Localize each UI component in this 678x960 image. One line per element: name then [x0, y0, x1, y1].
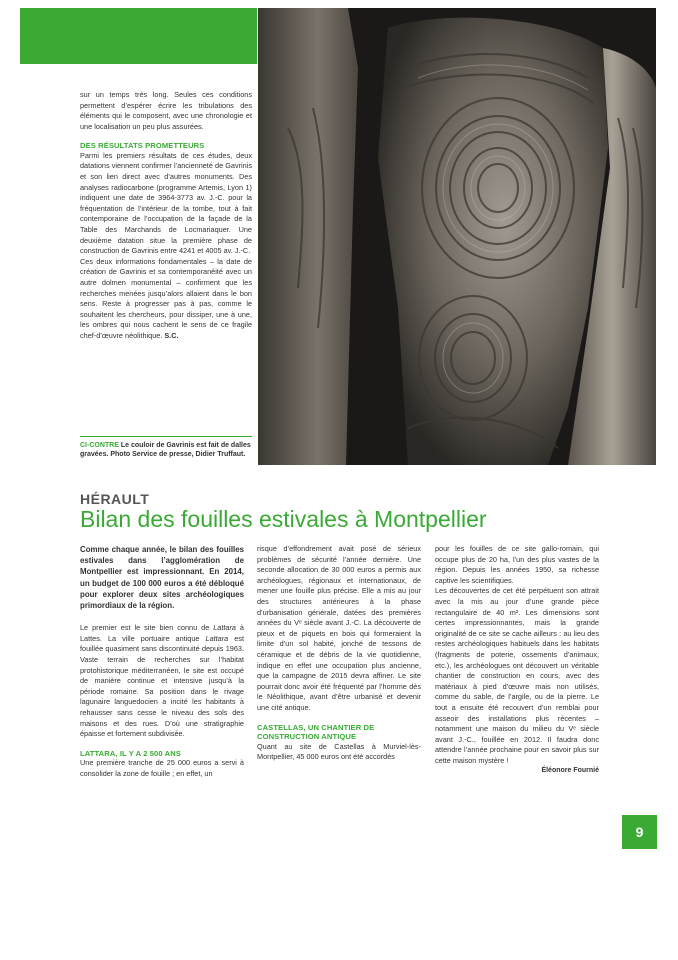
paragraph: risque d’effondrement avait posé de sérieux problèmes de sécurité l’année dernière. Une seconde allocation de 30 000 euros a permis aux archéologues, régionaux et internationaux, de mener une fouille plus précise. Elle a mis au jour des structures antérieures à la phase d’urbanisation générale, datées des premières années du Vᵉ siècle avant J.-C. La découverte de pieux et de piquets en bois qui formeraient la limite d’un sol habité, jonché de tessons de céramique et de débris de la vie quotidienne, indique en effet une occupation plus ancienne, que la campagne de 2015 devra affiner. Le site pourrait donc avoir été fréquenté par l’homme dès le Néolithique, avant d’être urbanisé et devenir une cité antique.	[257, 544, 421, 712]
article-column-3	[435, 544, 599, 777]
gavrinis-corridor-photo	[258, 8, 656, 465]
top-left-column	[80, 90, 252, 342]
page-number: 9	[622, 815, 657, 849]
paragraph: Le premier est le site bien connu de Lattara à Lattes. La ville portuaire antique Lattara est fouillée quasiment sans discontinuité depuis 1963. Vaste terrain de recherches sur l’habitat protohistorique méditerranéen, le site est occupé de manière continue et intensive jusqu’à la période romaine. Sa position dans le rivage lagunaire languedocien a incité les habitants à rehausser sans cesse le niveau des sols des maisons et des rues. D’où une stratigraphie épaisse et fortement subdivisée.	[80, 623, 245, 739]
section-heading: DES RÉSULTATS PROMETTEURS	[80, 141, 205, 151]
author-initials: S.C.	[164, 330, 179, 340]
paragraph: Ces deux informations fondamentales – la date de création de Gavrinis et sa contemporanéité avec un autre dolmen monumental – confirment que les recherches menées jusqu’alors allaient dans le bon sens. Reste à progresser pas à pas, comme le souhaitent les chercheurs, pour dissiper, une à une, les ombres qui nous cachent le sens de ce fragile chef-d’œuvre néolithique. S.C.	[80, 256, 252, 340]
paragraph: Quant au site de Castellas à Murviel-lès-Montpellier, 45 000 euros ont été accordés	[257, 741, 421, 762]
paragraph: Une première tranche de 25 000 euros a servi à consolider la zone de fouille ; en effet, un	[80, 758, 244, 778]
section-heading: LATTARA, IL Y A 2 500 ANS	[80, 748, 181, 758]
caption-text: Le couloir de Gavrinis est fait de dalles gravées. Photo Service de presse, Didier Truffaut.	[80, 442, 251, 458]
section-heading: CASTELLAS, UN CHANTIER DE CONSTRUCTION ANTIQUE	[257, 722, 375, 741]
green-header-bar	[20, 8, 257, 64]
article-column-1	[80, 544, 244, 779]
paragraph: pour les fouilles de ce site gallo-romain, qui occupe plus de 20 ha, l’un des plus vastes de la région. Depuis les années 1950, sa richesse captive les scientifiques.	[435, 544, 599, 585]
article-column-2	[257, 544, 421, 763]
paragraph: sur un temps très long. Seules ces conditions permettent d’espérer écrire les tribulations des éléments qui le composent, avec une chronologie et une localisation un peu plus assurées.	[80, 90, 252, 131]
article-title: Bilan des fouilles estivales à Montpellier	[80, 506, 487, 532]
region-kicker: HÉRAULT	[80, 491, 150, 507]
paragraph: Les découvertes de cet été perpétuent son attrait avec la mis au jour d’une grande pièce rectangulaire de 40 m². Les dimensions sont certes impressionnantes, mais la grande originalité de ce site se cache ailleurs : au lieu des restes archéologiques habituels dans les habitats (fragments de poterie, ossements d’animaux, etc.), les archéologues ont découvert un véritable chantier de construction en cours, avec des matériaux à pied d’œuvre mais non utilisés, comme du sable, de l’argile, ou de la pierre. Le tout a ensuite été recouvert d’un remblai pour asseoir des installations plus récentes – notamment une maison du milieu du Vᵉ siècle avant J.-C., fouillée en 2012. Il faudra donc attendre l’année prochaine pour en savoir plus sur cette maison mystère !	[435, 586, 599, 765]
author-signature: Éléonore Fournié	[541, 767, 599, 775]
caption-label: CI-CONTRE	[80, 442, 119, 449]
paragraph: Parmi les premiers résultats de ces études, deux datations viennent confirmer l’ancienneté de Gavrinis et son lien direct avec d’autres monuments. Des analyses radiocarbone (programme Artemis, Lyon 1) indiquent une date de 3964-3773 av. J.-C. pour la fréquentation de l’intérieur de la tombe, tout à fait contemporaine de l’occupation de la façade de la Table des Marchands de Locmariaquer. Une deuxième datation situe la première phase de construction de Gavrinis entre 4241 et 4005 av. J.-C.	[80, 150, 252, 256]
photo-caption	[80, 436, 252, 459]
article-lead: Comme chaque année, le bilan des fouilles estivales dans l’agglomération de Montpellier est impressionnant. En 2014, un budget de 100 000 euros a été débloqué pour explorer deux sites archéologiques primordiaux de la région.	[80, 545, 244, 611]
